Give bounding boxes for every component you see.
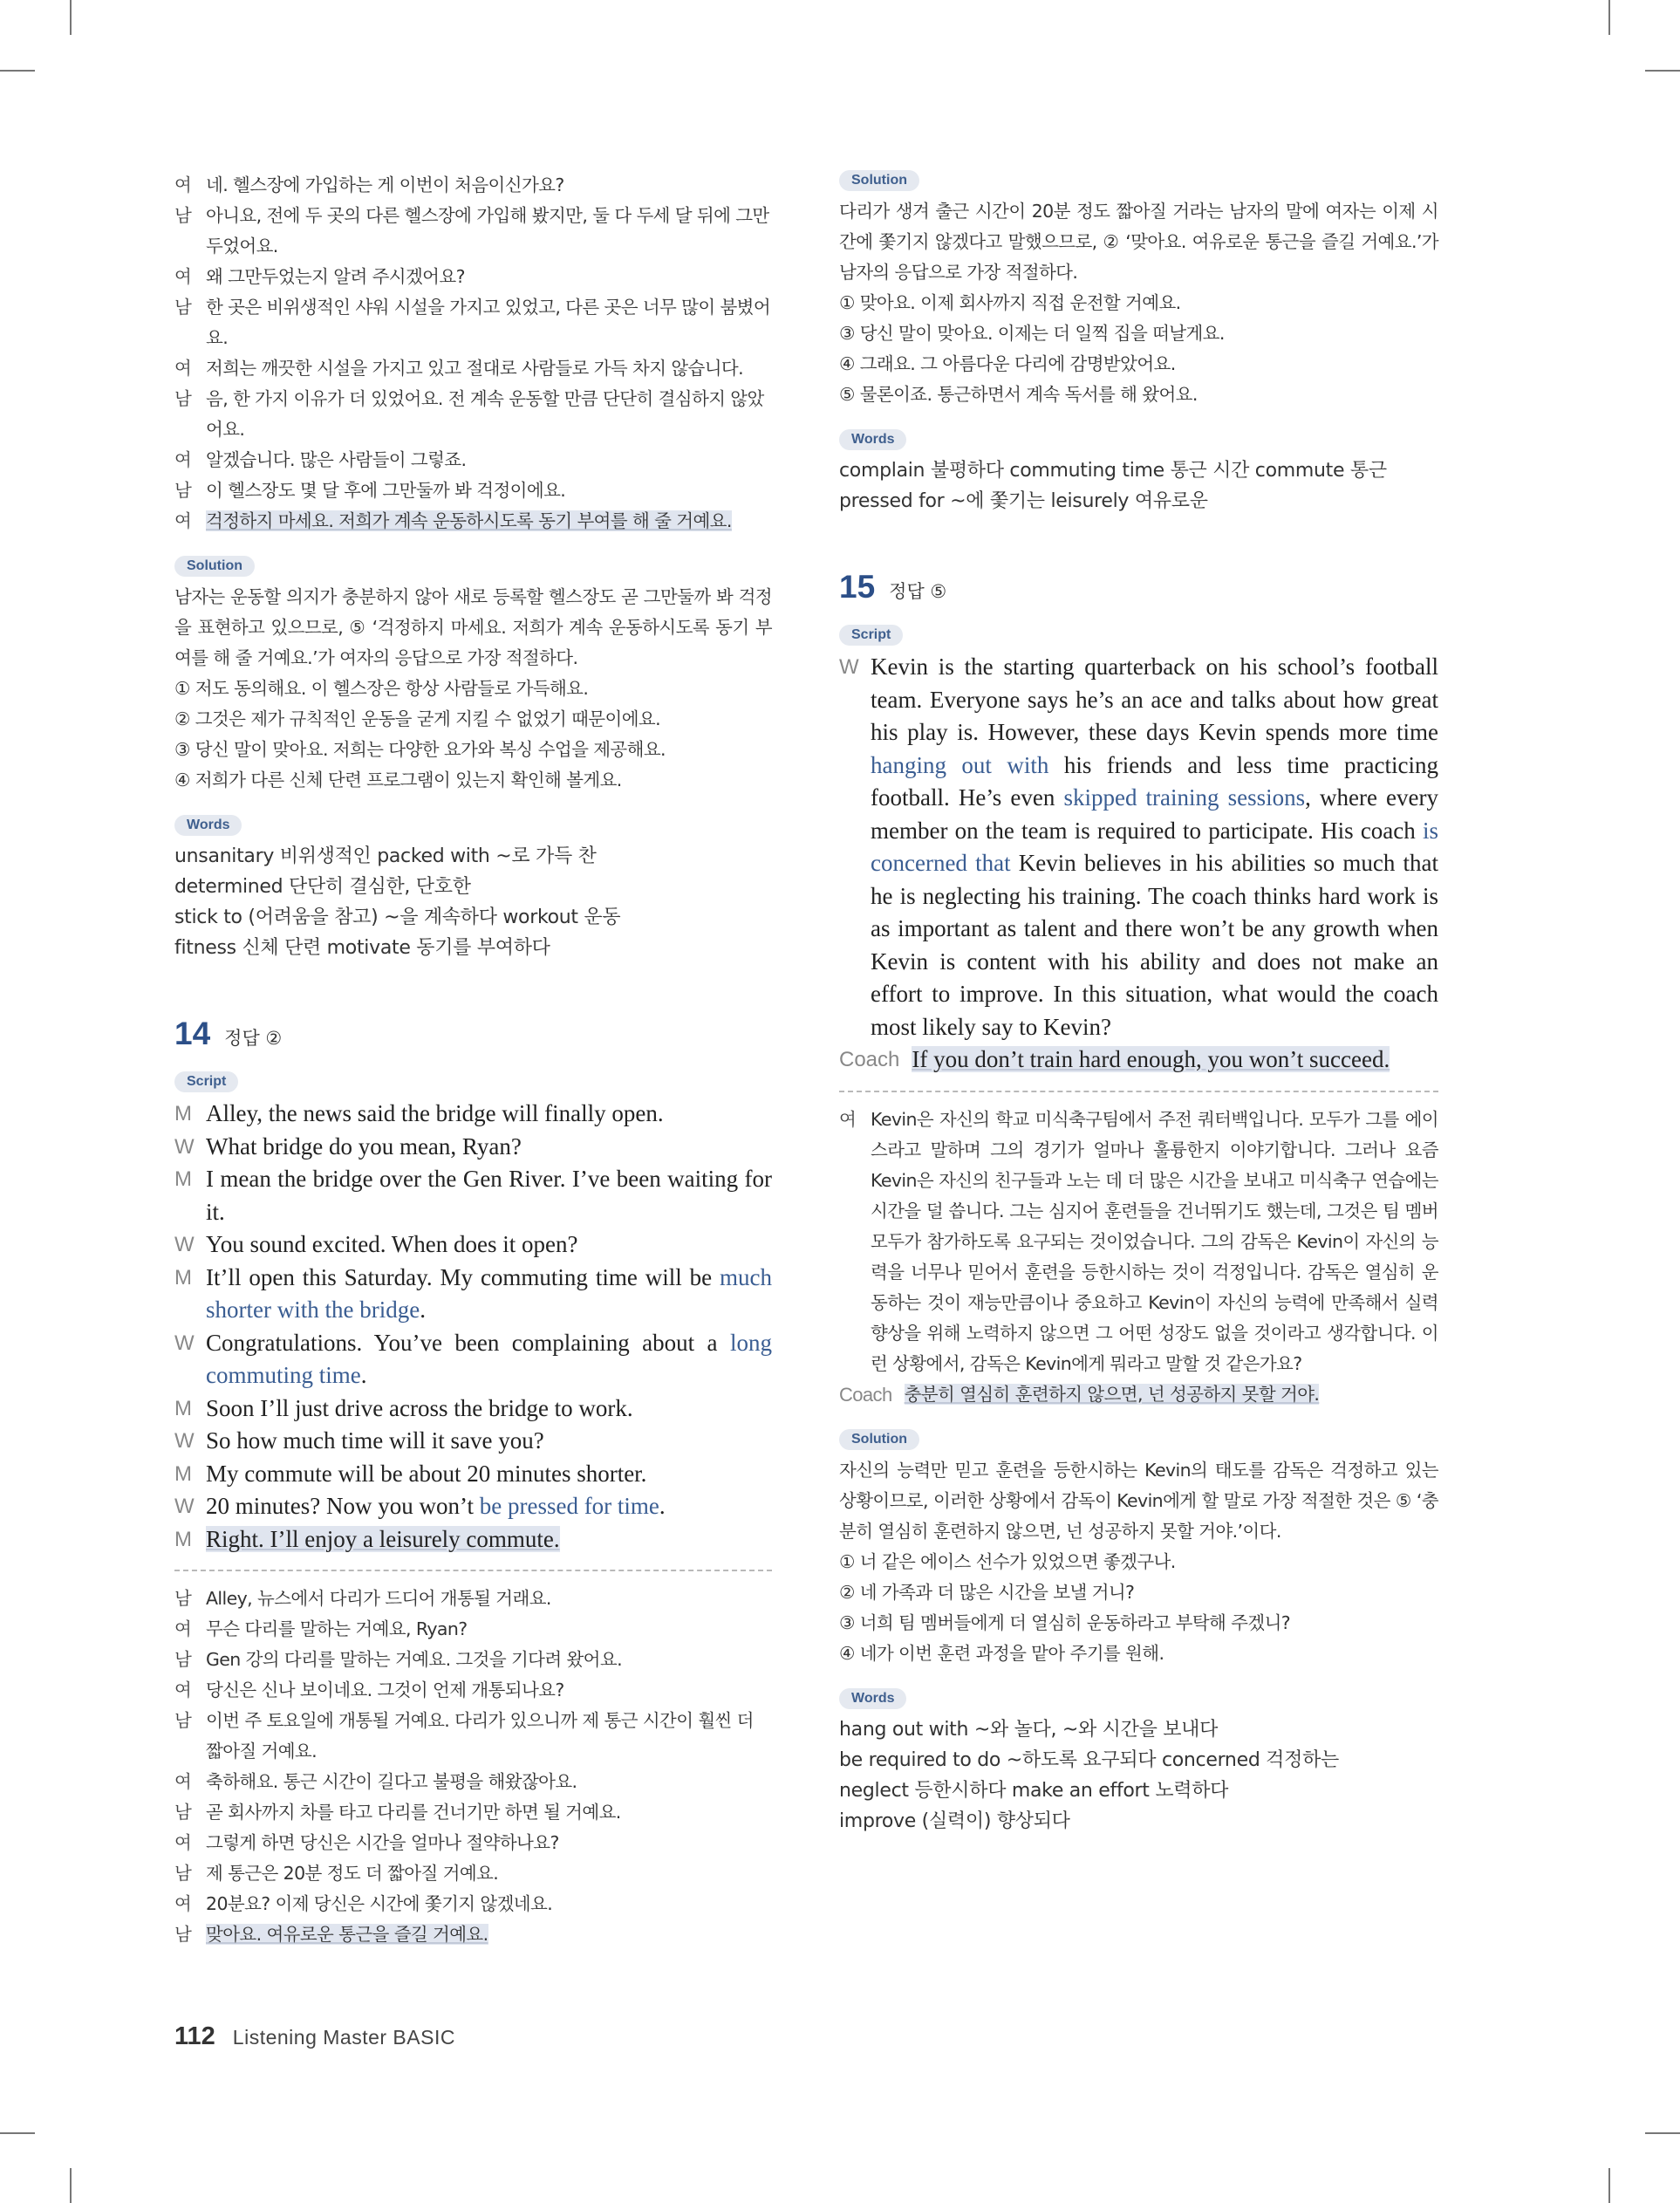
- q14-kr-script: [174, 1584, 772, 1950]
- kr-line: 남 아니요, 전에 두 곳의 다른 헬스장에 가입해 봤지만, 둘 다 두세 달 뒤에 그만두었어요.: [174, 205, 769, 257]
- crop-mark: [1608, 2168, 1610, 2203]
- word-entry: improve (실력이) 향상되다: [839, 1810, 1070, 1832]
- option: ② 네 가족과 더 많은 시간을 보낼 거니?: [839, 1581, 1135, 1603]
- solution-tag: Solution: [839, 1429, 919, 1450]
- key-phrase: skipped training sessions: [1063, 784, 1306, 811]
- q13-kr-script: [174, 170, 772, 537]
- words-tag: Words: [174, 815, 242, 836]
- kr-line: 남 음, 한 가지 이유가 더 있었어요. 전 계속 운동할 만큼 단단히 결심하지 않았어요.: [174, 388, 764, 440]
- option: ③ 너희 팀 멤버들에게 더 열심히 운동하라고 부탁해 주겠니?: [839, 1611, 1291, 1633]
- kr-line: 여 무슨 다리를 말하는 거예요, Ryan?: [174, 1618, 468, 1639]
- q14-en-script: [174, 1098, 772, 1556]
- option: ③ 당신 말이 맞아요. 저희는 다양한 요가와 복싱 수업을 제공해요.: [174, 739, 666, 760]
- kr-monologue: 여 Kevin은 자신의 학교 미식축구팀에서 주전 쿼터백입니다. 모두가 그를 에이스라고 말하며 그의 경기가 얼마나 훌륭한지 이야기합니다. 그러나 요즘 Kevin은 자신의 친구들과 노는 데 더 많은 시간을 보내고 미식축구 연습에는 시간을 덜 씁니다. 그는 심지어 훈련들을 건너뛰기도 했는데, 그것은 팀 멤버 모두가 참가하도록 요구되는 것이었습니다. 그의 감독은 Kevin이 자신의 능력을 너무나 믿어서 훈련을 등한시하는 것이 걱정입니다. 감독은 열심히 운동하는 것이 재능만큼이나 중요하고 Kevin이 자신의 능력에 만족해서 실력 향상을 위해 노력하지 않으면 그 어떤 성장도 없을 것이라고 생각합니다. 이런 상황에서, 감독은 Kevin에게 뭐라고 말할 것 같은가요?: [839, 1108, 1438, 1374]
- script-tag: Script: [174, 1071, 238, 1092]
- crop-mark: [1645, 70, 1680, 72]
- word-entry: fitness 신체 단련 motivate 동기를 부여하다: [174, 937, 550, 959]
- q15-solution: 자신의 능력만 믿고 훈련을 등한시하는 Kevin의 태도를 감독은 걱정하고 있는 상황이므로, 이러한 상황에서 감독이 Kevin에게 할 말로 가장 적절한 것은 ⑤ ‘충분히 열심히 훈련하지 않으면, 넌 성공하지 못할 거야.’이다.: [839, 1459, 1438, 1542]
- key-phrase: much shorter with the bridge: [206, 1263, 772, 1323]
- en-line: W 20 minutes? Now you won’t be pressed for time.: [174, 1493, 666, 1519]
- en-line: M My commute will be about 20 minutes shorter.: [174, 1460, 647, 1487]
- dashed-divider: [839, 1091, 1438, 1092]
- en-line: W Congratulations. You’ve been complaining about a long commuting time.: [174, 1329, 772, 1388]
- crop-mark: [70, 0, 72, 35]
- kr-line: 여 당신은 신나 보이네요. 그것이 언제 개통되나요?: [174, 1680, 564, 1700]
- q13-solution: 남자는 운동할 의지가 충분하지 않아 새로 등록할 헬스장도 곧 그만둘까 봐 걱정을 표현하고 있으므로, ⑤ ‘걱정하지 마세요. 저희가 계속 운동하시도록 동기 부여를 해 줄 거예요.’가 여자의 응답으로 가장 적절하다.: [174, 586, 772, 668]
- kr-line: 여 알겠습니다. 많은 사람들이 그렇죠.: [174, 449, 467, 470]
- word-entry: pressed for ~에 쫓기는 leisurely 여유로운: [839, 490, 1208, 512]
- en-line: W So how much time will it save you?: [174, 1427, 544, 1454]
- word-entry: be required to do ~하도록 요구되다 concerned 걱정하는: [839, 1748, 1339, 1771]
- script-tag: Script: [839, 625, 903, 646]
- en-line: M It’ll open this Saturday. My commuting time will be much shorter with the bridge.: [174, 1263, 772, 1323]
- kr-answer-line: 여 걱정하지 마세요. 저희가 계속 운동하시도록 동기 부여를 해 줄 거예요.: [174, 510, 732, 531]
- key-phrase: long commuting time: [206, 1329, 772, 1388]
- option: ④ 저희가 다른 신체 단련 프로그램이 있는지 확인해 볼게요.: [174, 770, 622, 790]
- q14-solution: 다리가 생겨 출근 시간이 20분 정도 짧아질 거라는 남자의 말에 여자는 이제 시간에 쫓기지 않겠다고 말했으므로, ② ‘맞아요. 여유로운 통근을 즐길 거예요.’가 남자의 응답으로 가장 적절하다.: [839, 201, 1438, 283]
- word-entry: unsanitary 비위생적인 packed with ~로 가득 찬: [174, 845, 597, 867]
- option: ④ 네가 이번 훈련 과정을 맡아 주기를 원해.: [839, 1642, 1164, 1664]
- kr-line: 남 한 곳은 비위생적인 샤워 시설을 가지고 있었고, 다른 곳은 너무 많이 붐볐어요.: [174, 297, 771, 348]
- word-entry: stick to (어려움을 참고) ~을 계속하다 workout 운동: [174, 907, 621, 928]
- kr-line: 여 왜 그만두었는지 알려 주시겠어요?: [174, 266, 465, 287]
- en-line: M I mean the bridge over the Gen River. I’ve been waiting for it.: [174, 1166, 772, 1225]
- page-number: 112: [174, 2022, 215, 2050]
- kr-line: 남 제 통근은 20분 정도 더 짧아질 거예요.: [174, 1863, 499, 1884]
- crop-mark: [70, 2168, 72, 2203]
- word-entry: complain 불평하다 commuting time 통근 시간 commute 통근: [839, 460, 1387, 482]
- en-line: M Alley, the news said the bridge will finally open.: [174, 1100, 664, 1126]
- en-answer-line: M Right. I’ll enjoy a leisurely commute.: [174, 1525, 560, 1552]
- dashed-divider: [174, 1570, 772, 1571]
- words-tag: Words: [839, 429, 906, 450]
- kr-answer-line: Coach 충분히 열심히 훈련하지 않으면, 넌 성공하지 못할 거야.: [839, 1383, 1320, 1406]
- word-entry: determined 단단히 결심한, 단호한: [174, 876, 471, 898]
- word-entry: hang out with ~와 놀다, ~와 시간을 보내다: [839, 1718, 1219, 1741]
- kr-line: 여 20분요? 이제 당신은 시간에 쫓기지 않겠네요.: [174, 1893, 553, 1914]
- right-column: [839, 170, 1438, 1837]
- left-column: [174, 170, 772, 1950]
- option: ④ 그래요. 그 아름다운 다리에 감명받았어요.: [839, 353, 1176, 374]
- kr-line: 남 곧 회사까지 차를 타고 다리를 건너기만 하면 될 거예요.: [174, 1802, 621, 1823]
- option: ① 맞아요. 이제 회사까지 직접 운전할 거예요.: [839, 292, 1181, 313]
- key-phrase: be pressed for time: [479, 1493, 659, 1519]
- en-line: M Soon I’ll just drive across the bridge to work.: [174, 1394, 633, 1421]
- kr-line: 남 Gen 강의 다리를 말하는 거예요. 그것을 기다려 왔어요.: [174, 1649, 622, 1670]
- en-monologue: W Kevin is the starting quarterback on his school’s football team. Everyone says he’s an ace and talks about how great his play is. However, these days Kevin spends more time hanging out with his friends and less time practicing football. He’s even skipped training sessions, where every member on the team is required to participate. His coach is concerned that Kevin believes in his abilities so much that he is neglecting his training. The coach thinks hard work is as important as talent and there won’t be any growth when Kevin is content with his ability and does not make an effort to improve. In this situation, what would the coach most likely say to Kevin?: [839, 653, 1438, 1040]
- solution-tag: Solution: [839, 170, 919, 191]
- kr-line: 남 Alley, 뉴스에서 다리가 드디어 개통될 거래요.: [174, 1588, 551, 1609]
- option: ⑤ 물론이죠. 통근하면서 계속 독서를 해 왔어요.: [839, 384, 1198, 405]
- option: ① 저도 동의해요. 이 헬스장은 항상 사람들로 가득해요.: [174, 678, 589, 699]
- crop-mark: [1645, 2132, 1680, 2134]
- crop-mark: [0, 2132, 35, 2134]
- kr-line: 남 이 헬스장도 몇 달 후에 그만둘까 봐 걱정이에요.: [174, 480, 566, 501]
- answer-key: 정답 ⑤: [889, 581, 947, 602]
- kr-line: 남 이번 주 토요일에 개통될 거예요. 다리가 있으니까 제 통근 시간이 훨씬 더 짧아질 거예요.: [174, 1710, 754, 1762]
- kr-line: 여 그렇게 하면 당신은 시간을 얼마나 절약하나요?: [174, 1832, 559, 1853]
- option: ③ 당신 말이 맞아요. 이제는 더 일찍 집을 떠날게요.: [839, 323, 1225, 344]
- en-line: W You sound excited. When does it open?: [174, 1231, 578, 1257]
- question-number: 15: [839, 569, 876, 605]
- option: ① 너 같은 에이스 선수가 있었으면 좋겠구나.: [839, 1550, 1176, 1572]
- solution-tag: Solution: [174, 556, 255, 577]
- book-title: Listening Master BASIC: [232, 2026, 455, 2049]
- kr-line: 여 축하해요. 통근 시간이 길다고 불평을 해왔잖아요.: [174, 1771, 577, 1792]
- answer-key: 정답 ②: [224, 1028, 283, 1049]
- question-header: [839, 569, 1438, 605]
- crop-mark: [1608, 0, 1610, 35]
- kr-line: 여 네. 헬스장에 가입하는 게 이번이 처음이신가요?: [174, 174, 564, 195]
- words-tag: Words: [839, 1688, 906, 1709]
- question-header: [174, 1016, 772, 1052]
- key-phrase: is concerned that: [871, 817, 1438, 876]
- kr-answer-line: 남 맞아요. 여유로운 통근을 즐길 거예요.: [174, 1924, 488, 1945]
- option: ② 그것은 제가 규칙적인 운동을 굳게 지킬 수 없었기 때문이에요.: [174, 708, 661, 729]
- question-number: 14: [174, 1016, 211, 1051]
- kr-line: 여 저희는 깨끗한 시설을 가지고 있고 절대로 사람들로 가득 차지 않습니다.: [174, 358, 744, 379]
- en-answer-line: Coach If you don’t train hard enough, you won’t succeed.: [839, 1046, 1390, 1072]
- word-entry: neglect 등한시하다 make an effort 노력하다: [839, 1779, 1229, 1802]
- en-line: W What bridge do you mean, Ryan?: [174, 1132, 522, 1160]
- key-phrase: hanging out with: [871, 751, 1049, 778]
- page-footer: [174, 2022, 455, 2051]
- crop-mark: [0, 70, 35, 72]
